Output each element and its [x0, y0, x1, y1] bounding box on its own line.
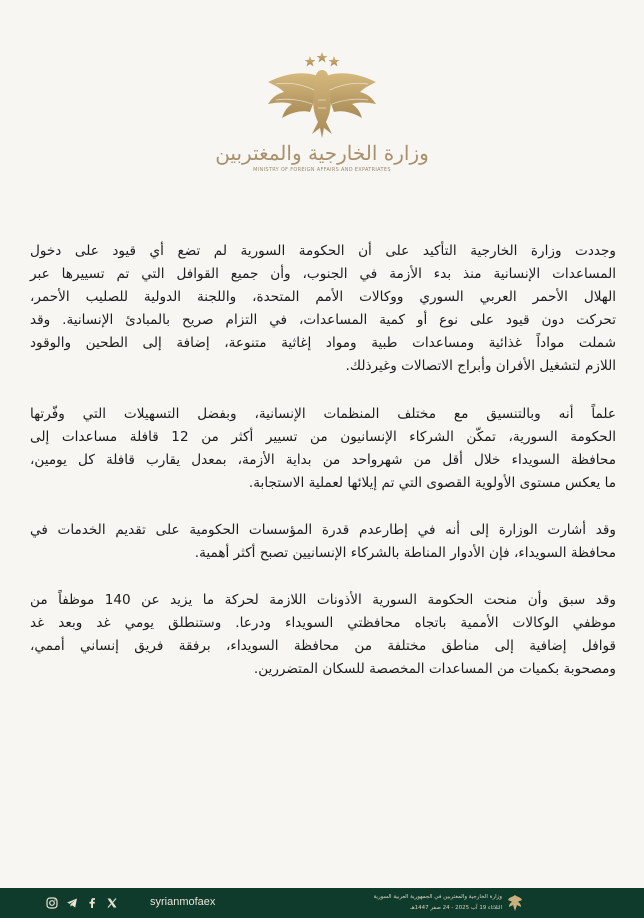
telegram-icon[interactable]	[66, 897, 78, 909]
ministry-logo-text	[212, 140, 432, 174]
social-handle[interactable]: syrianmofaex	[150, 896, 216, 908]
text-line: تحركت دون قيود على نوع أو كمية المساعدات، في التزام صريح بالمبادئ الإنسانية. وقد	[30, 312, 616, 329]
statement-body	[30, 240, 616, 706]
facebook-icon[interactable]	[86, 897, 98, 909]
text-line: علماً أنه وبالتنسيق مع مختلف المنظمات الإنسانية، وبفضل التسهيلات التي وفّرتها	[30, 405, 616, 422]
ministry-name-arabic: وزارة الخارجية والمغتربين	[215, 141, 429, 165]
text-line: ما يعكس مستوى الأولوية القصوى التي تم إيلائها لعملية الاستجابة.	[248, 474, 616, 491]
text-line: وقد أشارت الوزارة إلى أنه في إطارعدم قدرة المؤسسات الحكومية على تقديم الخدمات في	[30, 521, 616, 538]
footer-date: الثلاثاء 19 آب 2025 - 24 صفر 1447هـ	[410, 905, 502, 911]
golden-eagle-emblem-icon	[262, 52, 382, 144]
text-line: قوافل إضافية إلى مناطق مختلفة من محافظة السويداء، برفقة فريق إنساني أممي،	[30, 638, 616, 655]
text-line: المساعدات الإنسانية منذ بدء الأزمة في الجنوب، وأن جميع القوافل التي تم تسييرها عبر	[30, 266, 616, 283]
footer-bar	[0, 888, 644, 918]
social-links	[46, 895, 118, 911]
text-line: موظفي الوكالات الأممية باتجاه محافظتي السويداء ودرعا. وستنطلق يومي غد وبعد غد	[30, 615, 616, 632]
footer-ministry-name: وزارة الخارجية والمغتربين في الجمهورية العربية السورية	[373, 894, 502, 900]
ministry-name-english: MINISTRY OF FOREIGN AFFAIRS AND EXPATRIATES	[253, 167, 391, 173]
text-line: محافظة السويداء، فإن الأدوار المناطة بالشركاء الإنسانيين تصبح أكثر أهمية.	[194, 545, 616, 562]
instagram-icon[interactable]	[46, 897, 58, 909]
text-line: الحكومة السورية، تمكّن الشركاء الإنسانيون من تسيير أكثر من 12 قافلة مساعدات إلى	[30, 428, 616, 445]
text-line: وجددت وزارة الخارجية التأكيد على أن الحكومة السورية لم تضع أي قيود على دخول	[30, 243, 616, 259]
paragraph	[30, 403, 616, 495]
text-line: شملت مواداً غذائية ومساعدات طبية ومواد إغاثية متنوعة، إضافة إلى الطحين والوقود	[30, 335, 616, 352]
paragraph	[30, 519, 616, 565]
footer-ministry-date	[372, 892, 502, 914]
text-line: محافظة السويداء خلال أقل من شهرواحد من بداية الأزمة، بمعدل يقارب قافلة كل يومين،	[30, 451, 616, 468]
text-line: اللازم لتشغيل الأفران وأبراج الاتصالات وغيرذلك.	[345, 358, 616, 375]
paragraph	[30, 240, 616, 379]
text-line: الهلال الأحمر العربي السوري ووكالات الأمم المتحدة، واللجنة الدولية للصليب الأحمر،	[30, 289, 616, 306]
x-icon[interactable]	[106, 897, 118, 909]
text-line: ومصحوبة بكميات من المساعدات المخصصة للسكان المتضررين.	[253, 661, 616, 678]
paragraph	[30, 589, 616, 681]
text-line: وقد سبق وأن منحت الحكومة السورية الأذونات اللازمة لحركة ما يزيد عن 140 موظفاً من	[30, 592, 616, 609]
small-eagle-emblem-icon	[508, 892, 522, 912]
